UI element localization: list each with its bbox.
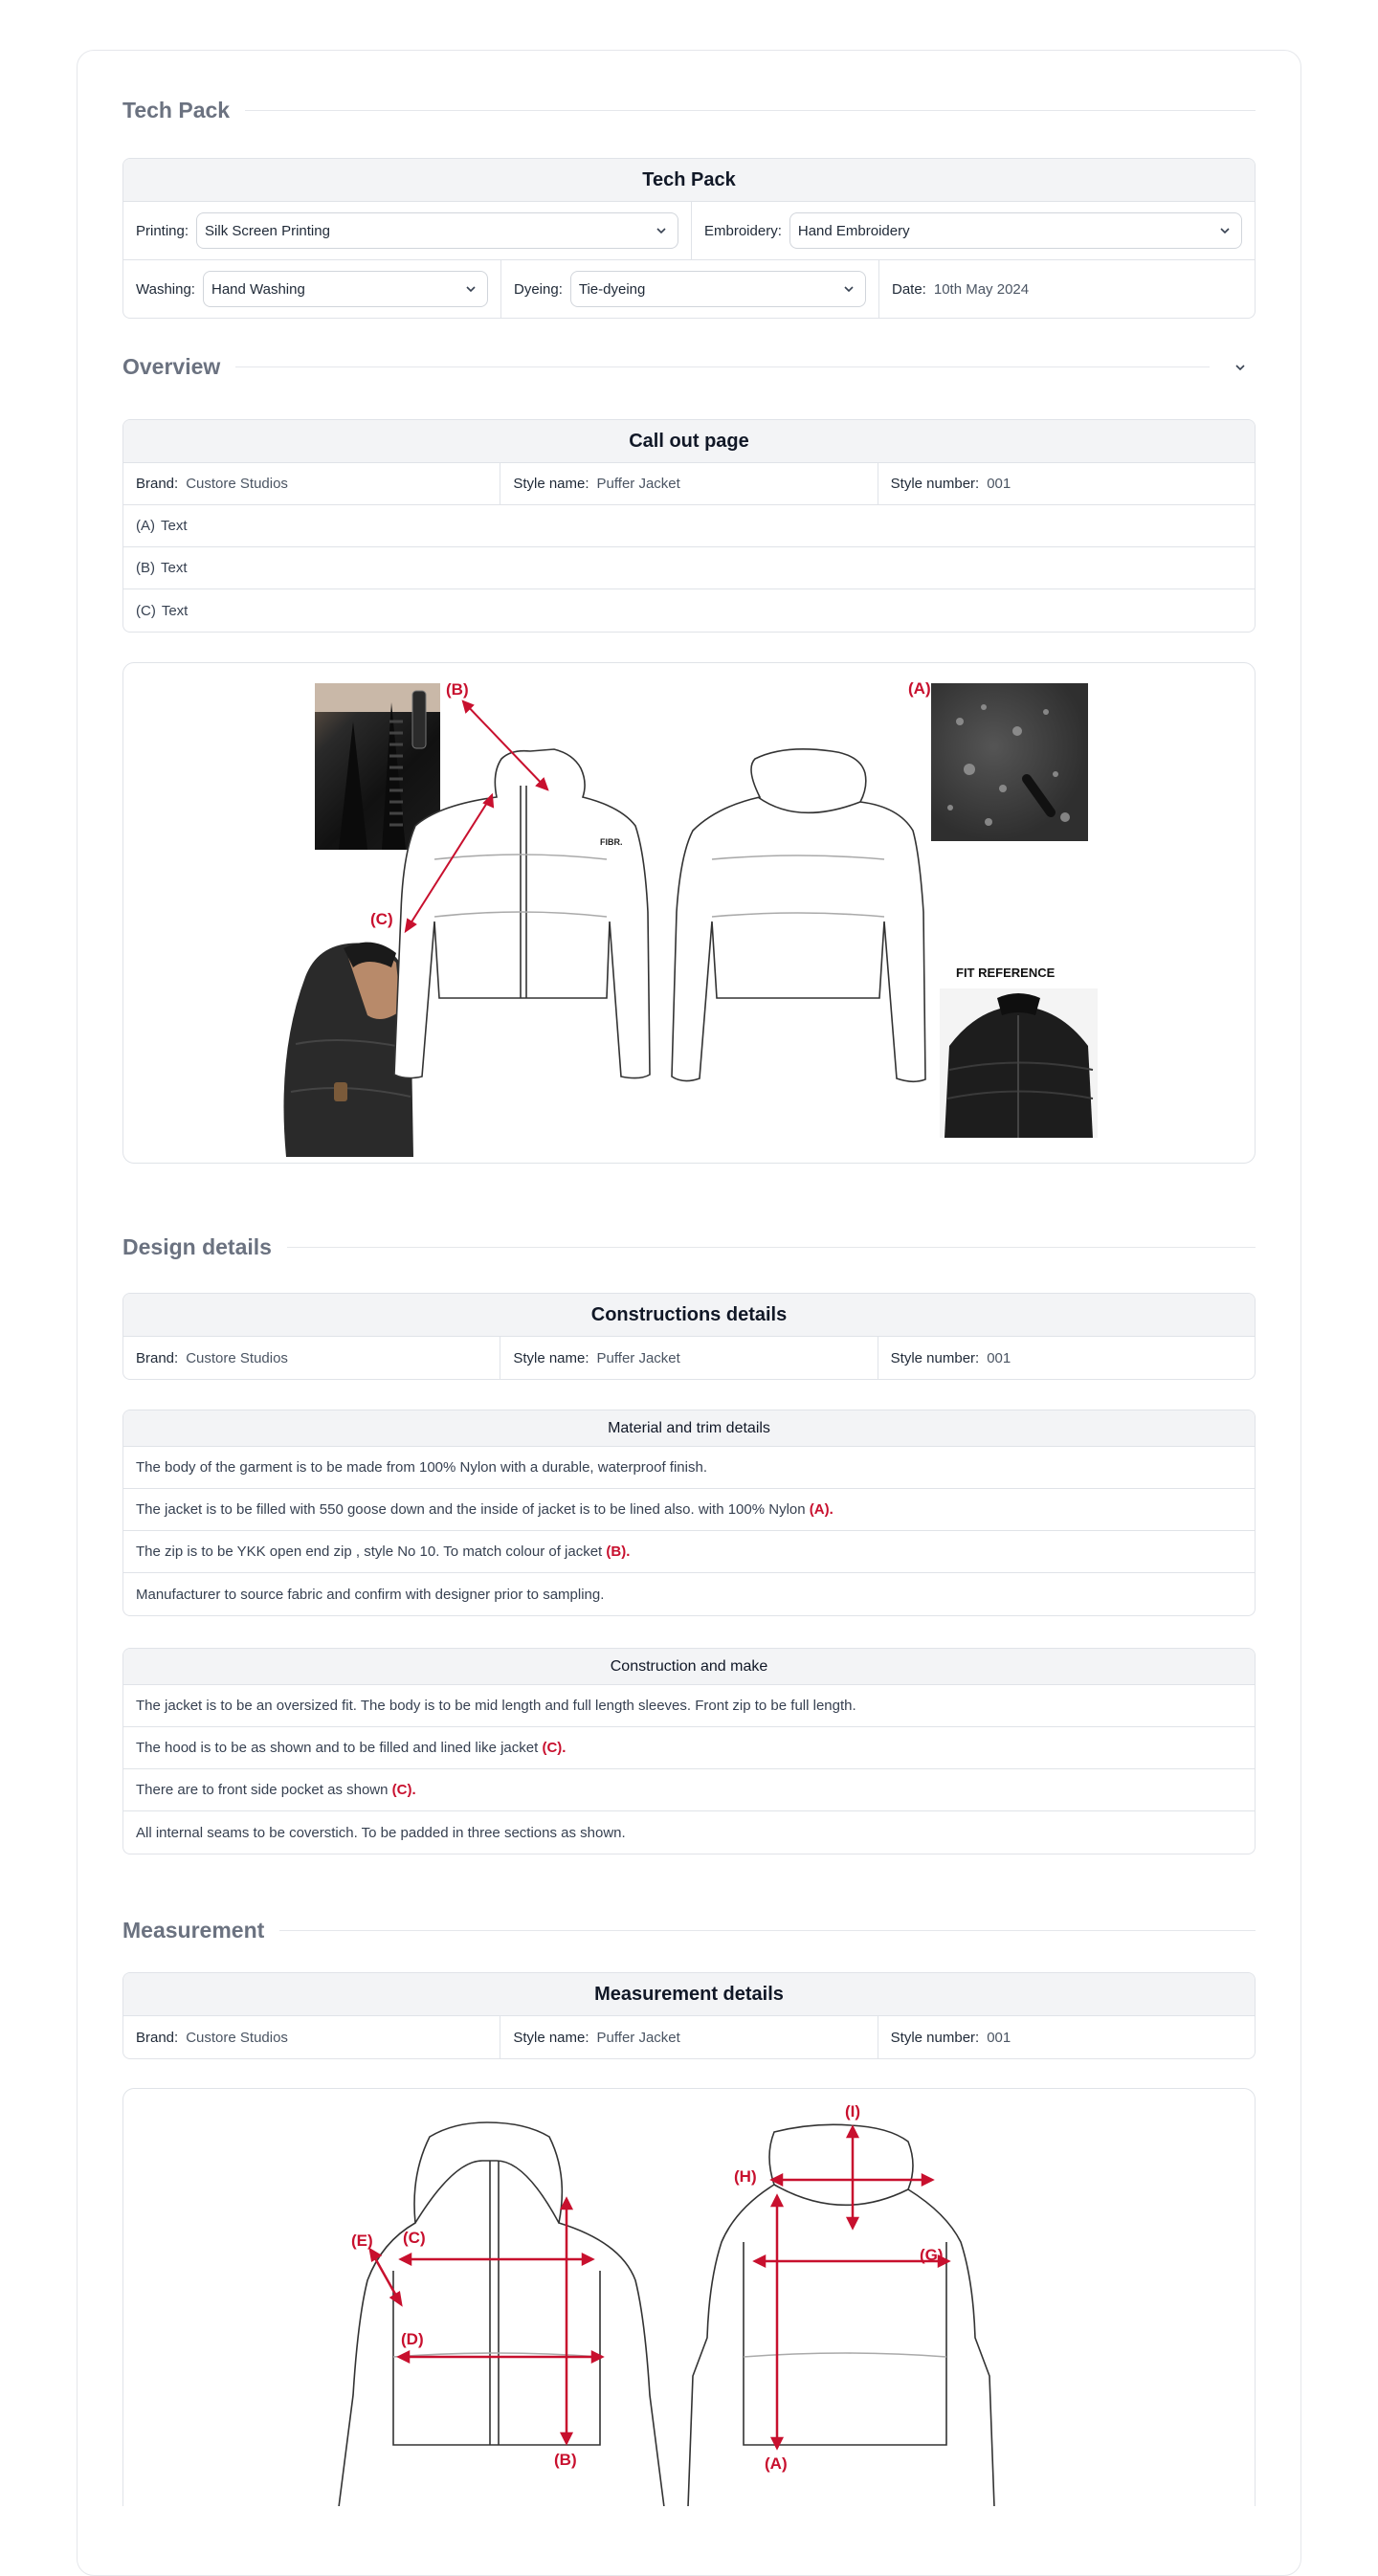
table-row — [123, 202, 1255, 260]
style-name-label: Style name: — [513, 1349, 589, 1366]
material-end: . — [829, 1501, 833, 1518]
date-cell — [879, 260, 1255, 318]
style-name-value: Puffer Jacket — [596, 2029, 680, 2046]
table-title: Constructions details — [123, 1294, 1255, 1337]
section-title: Design details — [122, 1234, 272, 1259]
material-end: . — [626, 1543, 631, 1560]
chevron-down-icon — [1218, 224, 1232, 237]
make-end: . — [411, 1782, 416, 1798]
table-title: Tech Pack — [123, 159, 1255, 202]
material-ref: (B) — [606, 1543, 627, 1560]
style-name-cell — [500, 2016, 878, 2058]
brand-value: Custore Studios — [186, 1349, 288, 1366]
make-text: There are to front side pocket as shown — [136, 1782, 392, 1798]
callout-text: Text — [161, 602, 189, 619]
divider — [235, 366, 1210, 367]
callout-tag-a: (A) — [908, 679, 931, 698]
make-table — [122, 1648, 1256, 1854]
callout-text: Text — [161, 518, 188, 534]
measure-tag-i: (I) — [845, 2102, 861, 2121]
washing-cell — [123, 260, 501, 318]
style-number-label: Style number: — [890, 2029, 980, 2046]
chevron-down-icon — [842, 282, 856, 296]
embroidery-value: Hand Embroidery — [797, 222, 910, 239]
style-number-cell — [878, 463, 1255, 504]
make-ref: (C) — [542, 1740, 563, 1756]
style-number-label: Style number: — [890, 1349, 980, 1366]
make-text: The hood is to be as shown and to be filled and lined like jacket — [136, 1740, 543, 1756]
callout-row — [123, 547, 1255, 589]
info-row — [123, 2016, 1255, 2058]
section-header-design-details — [122, 1234, 1256, 1260]
table-title: Construction and make — [123, 1649, 1255, 1685]
section-header-tech-pack — [122, 98, 1256, 123]
dyeing-label: Dyeing: — [514, 280, 563, 298]
make-row — [123, 1769, 1255, 1811]
make-text: The jacket is to be an oversized fit. The body is to be mid length and full length sleeves. Front zip to be full length. — [136, 1698, 856, 1714]
dyeing-value: Tie-dyeing — [578, 280, 646, 298]
measurement-table — [122, 1972, 1256, 2059]
embroidery-cell — [692, 202, 1255, 259]
brand-label: Brand: — [136, 476, 179, 492]
printing-select[interactable] — [196, 212, 678, 249]
table-title: Call out page — [123, 420, 1255, 463]
dyeing-select[interactable] — [570, 271, 866, 307]
measure-tag-g: (G) — [920, 2246, 944, 2264]
brand-cell — [123, 2016, 500, 2058]
callout-key: (C) — [136, 602, 156, 619]
printing-cell — [123, 202, 692, 259]
brand-cell — [123, 1337, 500, 1379]
make-row — [123, 1811, 1255, 1854]
style-name-label: Style name: — [513, 476, 589, 492]
printing-label: Printing: — [136, 222, 189, 239]
measure-tag-a: (A) — [765, 2454, 788, 2473]
make-ref: (C) — [391, 1782, 412, 1798]
washing-value: Hand Washing — [211, 280, 305, 298]
table-title: Measurement details — [123, 1973, 1255, 2016]
callout-row — [123, 589, 1255, 632]
material-text: Manufacturer to source fabric and confirm with designer prior to sampling. — [136, 1586, 605, 1603]
callout-key: (A) — [136, 518, 155, 534]
fit-reference-label: FIT REFERENCE — [956, 966, 1056, 980]
material-text: The body of the garment is to be made from 100% Nylon with a durable, waterproof finish. — [136, 1459, 707, 1476]
measure-tag-h: (H) — [734, 2167, 757, 2186]
chevron-down-icon — [655, 224, 668, 237]
measure-tag-d: (D) — [401, 2330, 424, 2348]
construction-table — [122, 1293, 1256, 1380]
jacket-logo: FIBR. — [600, 837, 623, 847]
style-number-cell — [878, 2016, 1255, 2058]
callout-tag-b: (B) — [446, 680, 469, 699]
collapse-toggle[interactable] — [1225, 356, 1256, 379]
style-number-value: 001 — [987, 476, 1011, 492]
style-number-cell — [878, 1337, 1255, 1379]
make-row — [123, 1685, 1255, 1727]
info-row — [123, 1337, 1255, 1379]
chevron-down-icon — [464, 282, 478, 296]
material-table — [122, 1410, 1256, 1616]
table-row — [123, 260, 1255, 318]
brand-cell — [123, 463, 500, 504]
section-header-measurement — [122, 1918, 1256, 1943]
info-row — [123, 463, 1255, 505]
material-row — [123, 1447, 1255, 1489]
material-row — [123, 1531, 1255, 1573]
style-number-value: 001 — [987, 2029, 1011, 2046]
callout-key: (B) — [136, 560, 155, 576]
washing-label: Washing: — [136, 280, 195, 298]
divider — [287, 1247, 1256, 1248]
table-title: Material and trim details — [123, 1410, 1255, 1447]
material-text: The jacket is to be filled with 550 goose down and the inside of jacket is to be lined also. with 100% Nylon — [136, 1501, 810, 1518]
brand-value: Custore Studios — [186, 2029, 288, 2046]
chevron-down-icon — [1233, 360, 1248, 375]
measure-tag-e: (E) — [351, 2232, 373, 2250]
measure-tag-c: (C) — [403, 2229, 426, 2247]
brand-label: Brand: — [136, 1349, 179, 1366]
measure-tag-b: (B) — [554, 2451, 577, 2469]
divider — [279, 1930, 1256, 1931]
printing-value: Silk Screen Printing — [205, 222, 330, 239]
section-title: Tech Pack — [122, 98, 231, 122]
callout-row — [123, 505, 1255, 547]
material-row — [123, 1489, 1255, 1531]
brand-value: Custore Studios — [186, 476, 288, 492]
section-title: Overview — [122, 354, 221, 379]
section-header-overview — [122, 354, 1256, 380]
style-name-cell — [500, 1337, 878, 1379]
callout-image-panel — [122, 662, 1256, 1164]
dyeing-cell — [501, 260, 879, 318]
callout-text: Text — [161, 560, 188, 576]
make-end: . — [562, 1740, 567, 1756]
material-text: The zip is to be YKK open end zip , style No 10. To match colour of jacket — [136, 1543, 607, 1560]
style-name-value: Puffer Jacket — [596, 476, 680, 492]
style-number-label: Style number: — [890, 476, 980, 492]
date-label: Date: — [892, 280, 926, 298]
tech-pack-table — [122, 158, 1256, 319]
jacket-measurement-sketch — [123, 2089, 1256, 2506]
brand-label: Brand: — [136, 2029, 179, 2046]
embroidery-label: Embroidery: — [704, 222, 782, 239]
make-text: All internal seams to be coverstich. To be padded in three sections as shown. — [136, 1824, 626, 1841]
divider — [245, 110, 1256, 111]
style-number-value: 001 — [987, 1349, 1011, 1366]
jacket-callout-sketch — [123, 663, 1256, 1164]
date-value: 10th May 2024 — [933, 280, 1030, 298]
style-name-value: Puffer Jacket — [596, 1349, 680, 1366]
make-row — [123, 1727, 1255, 1769]
style-name-cell — [500, 463, 878, 504]
section-title: Measurement — [122, 1918, 265, 1943]
callout-table — [122, 419, 1256, 633]
style-name-label: Style name: — [513, 2029, 589, 2046]
material-ref: (A) — [809, 1501, 830, 1518]
embroidery-select[interactable] — [789, 212, 1242, 249]
callout-tag-c: (C) — [370, 910, 393, 928]
washing-select[interactable] — [203, 271, 488, 307]
material-row — [123, 1573, 1255, 1615]
measurement-image-panel — [122, 2088, 1256, 2506]
